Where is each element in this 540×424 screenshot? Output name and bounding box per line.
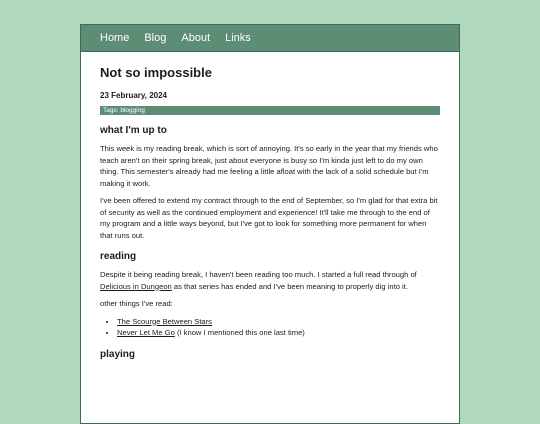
post-date: 23 February, 2024	[100, 91, 168, 100]
text: (I know I mentioned this one last time)	[174, 328, 305, 337]
nav-about-link[interactable]: About	[181, 32, 211, 44]
post-title: Not so impossible	[100, 65, 212, 80]
text: as that series has ended and I've been meaning to properly dig into it.	[171, 281, 408, 291]
scourge-between-stars-link[interactable]: The Scourge Between Stars	[117, 316, 212, 326]
top-nav	[81, 25, 459, 52]
never-let-me-go-link[interactable]: Never Let Me Go	[117, 328, 175, 337]
paragraph: other things I've read:	[100, 299, 173, 308]
section-heading-what-im-up-to: what I'm up to	[100, 125, 167, 136]
page-container	[80, 24, 460, 424]
reading-list	[100, 316, 440, 339]
section-heading-playing: playing	[100, 348, 136, 360]
nav-links-link[interactable]: Links	[225, 32, 251, 44]
list-item	[117, 327, 440, 339]
paragraph	[100, 269, 440, 292]
paragraph: This week is my reading break, which is sort of annoying. It's so early in the year that my friends who teach aren't on their spring break, just about everyone is busy so I'm kinda just left to do my own thing. This semester's already had me feeling a little afloat with the lack of a solid schedule but I'm making it work.	[100, 144, 438, 188]
paragraph: I've been offered to extend my contract through to the end of September, so I'm glad for that extra bit of security as well as the continued employment and experience! It'll take me through to the end of my program and a little ways beyond, but I've got to look for something more permanent for when that runs out.	[100, 196, 438, 240]
section-heading-reading: reading	[100, 251, 137, 262]
nav-home-link[interactable]: Home	[100, 32, 130, 44]
text: Despite it being reading break, I haven't been reading too much. I started a full read through of	[100, 270, 417, 279]
tags-bar[interactable]: Tags: blogging	[100, 106, 440, 115]
delicious-in-dungeon-link[interactable]: Delicious in Dungeon	[100, 281, 172, 291]
nav-blog-link[interactable]: Blog	[144, 32, 167, 44]
post-content	[81, 65, 459, 361]
list-item	[117, 316, 440, 328]
